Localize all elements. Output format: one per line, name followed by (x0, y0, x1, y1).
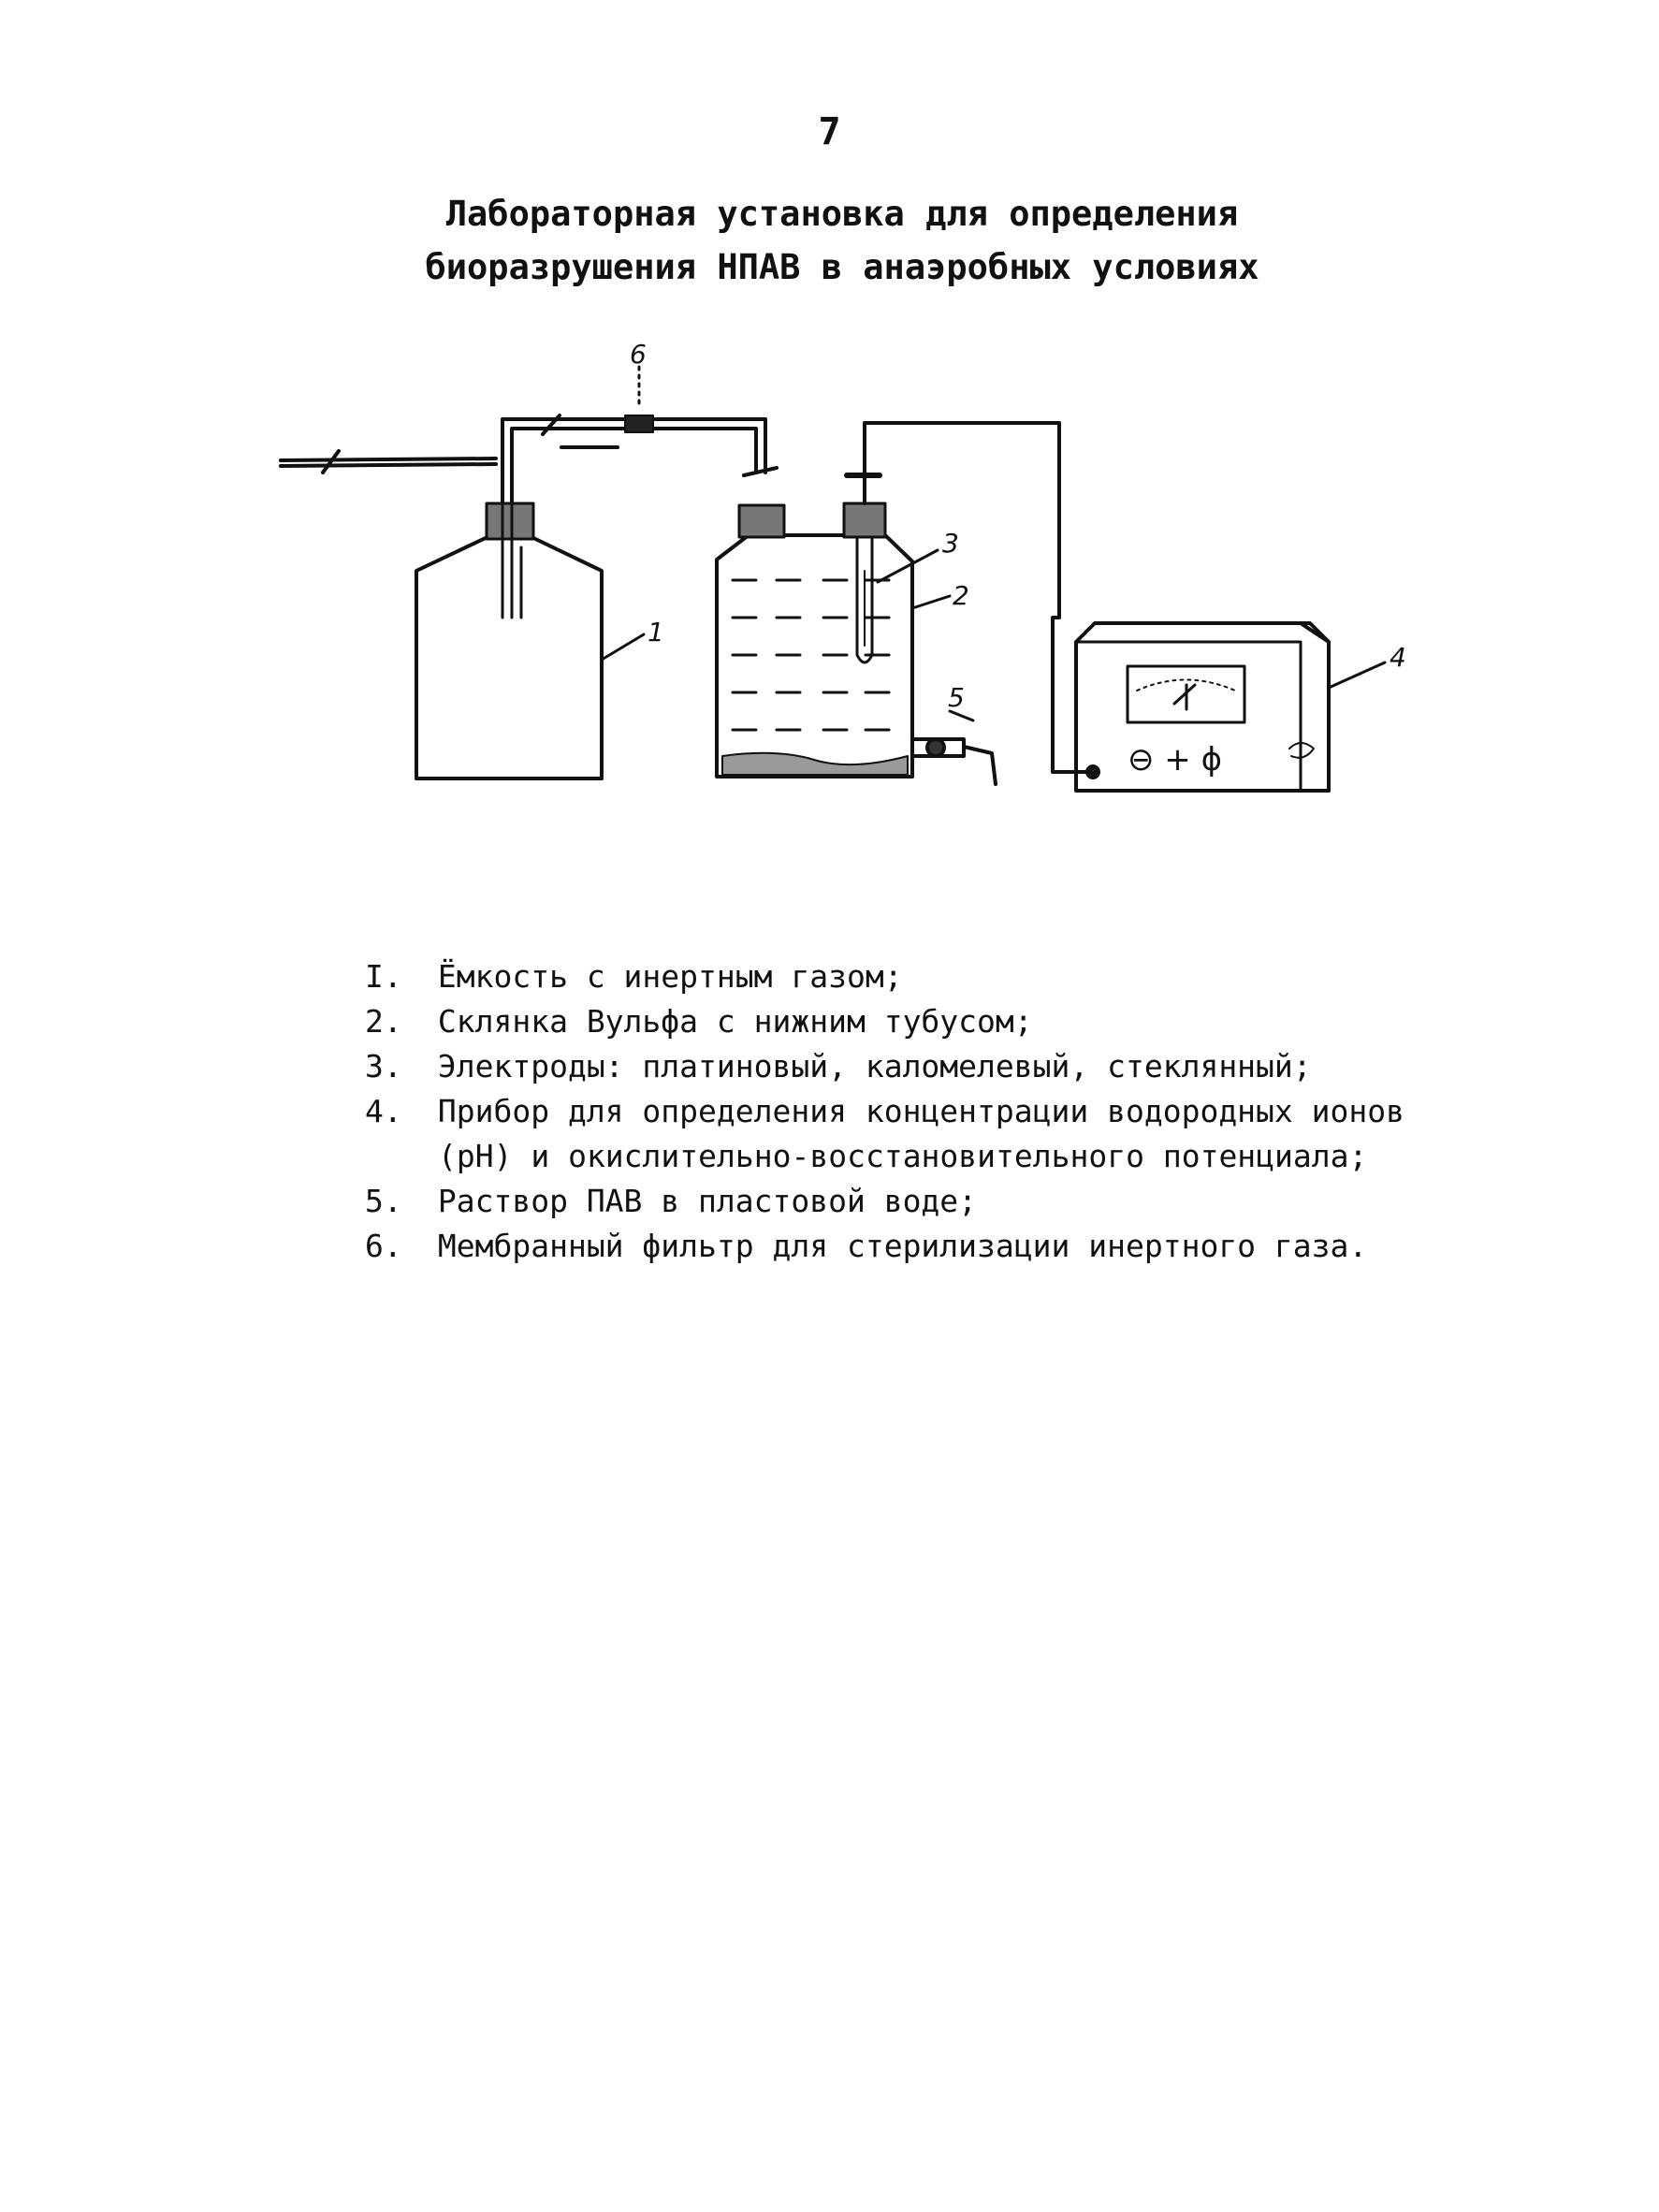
bottom-tap (912, 739, 996, 784)
container-stopper (487, 503, 533, 539)
legend-number: 5. (365, 1183, 402, 1219)
bottle-stopper-left (739, 505, 784, 537)
legend-number: 3. (365, 1048, 402, 1084)
legend-text: Электроды: платиновый, каломелевый, стеклянный; (437, 1048, 1312, 1084)
legend-text: Прибор для определения концентрации водородных ионов (437, 1093, 1404, 1129)
electrode-cable (865, 423, 1090, 772)
figure-title-line-2: биоразрушения НПАВ в анаэробных условиях (425, 247, 1259, 287)
legend-number: 4. (365, 1093, 402, 1129)
figure-title (281, 187, 1404, 294)
legend-number: I. (365, 958, 402, 995)
woulfe-bottle (717, 475, 996, 784)
legend-text-continuation: (рН) и окислительно-восстановительного потенциала; (438, 1138, 1368, 1174)
bottle-stopper-right (844, 503, 885, 537)
legend-text: Мембранный фильтр для стерилизации инертного газа. (437, 1228, 1368, 1264)
legend-item-5 (365, 1179, 1488, 1224)
meter-control-symbols: ⊖ + ɸ (1128, 741, 1223, 779)
callout-3: 3 (942, 528, 959, 559)
callout-5: 5 (948, 682, 965, 713)
legend-text: Склянка Вульфа с нижним тубусом; (437, 1003, 1033, 1040)
sediment-layer (722, 753, 908, 775)
legend-text: Ёмкость с инертным газом; (437, 958, 903, 995)
callout-6: 6 (630, 339, 647, 370)
legend-item-1 (365, 954, 1488, 999)
ph-redox-meter (1076, 623, 1329, 791)
legend-item-4 (365, 1089, 1488, 1179)
figure-title-line-1: Лабораторная установка для определения (445, 194, 1239, 234)
legend-item-3 (365, 1044, 1488, 1089)
membrane-filter (625, 367, 653, 432)
legend-item-6 (365, 1224, 1488, 1269)
legend-text: Раствор ПАВ в пластовой воде; (437, 1183, 978, 1219)
legend-number: 6. (365, 1228, 402, 1264)
callout-2: 2 (953, 580, 969, 611)
legend-list (365, 954, 1488, 1269)
legend-item-2 (365, 999, 1488, 1044)
callout-1: 1 (648, 617, 664, 648)
callout-4: 4 (1390, 642, 1406, 673)
inert-gas-container (416, 458, 602, 779)
legend-number: 2. (365, 1003, 402, 1040)
lab-setup-diagram (0, 337, 1659, 861)
gas-inlet-line (281, 451, 496, 473)
page-number: 7 (818, 110, 841, 153)
